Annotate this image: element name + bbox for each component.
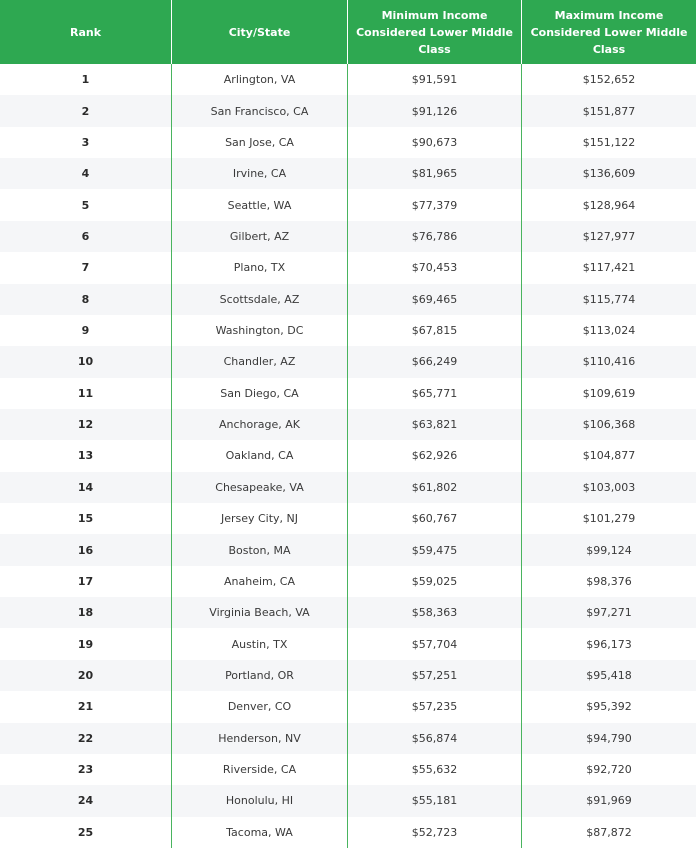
cell-minimum-income: $61,802 bbox=[348, 472, 522, 503]
cell-city-state: Tacoma, WA bbox=[172, 817, 348, 848]
cell-maximum-income: $103,003 bbox=[582, 480, 636, 494]
table-row bbox=[0, 221, 696, 252]
cell-city-state: Scottsdale, AZ bbox=[172, 284, 348, 315]
cell-city-state: San Francisco, CA bbox=[172, 95, 348, 126]
cell-maximum-income: $117,421 bbox=[582, 261, 636, 275]
cell-maximum-income: $128,964 bbox=[582, 198, 636, 212]
cell-rank: 5 bbox=[0, 189, 172, 220]
cell-minimum-income: $55,181 bbox=[348, 785, 522, 816]
cell-minimum-income: $57,235 bbox=[348, 691, 522, 722]
cell-minimum-income: $63,821 bbox=[348, 409, 522, 440]
cell-city-state: Portland, OR bbox=[172, 660, 348, 691]
cell-maximum-income: $152,652 bbox=[582, 73, 636, 87]
table-row bbox=[0, 378, 696, 409]
cell-rank: 19 bbox=[0, 628, 172, 659]
table-row bbox=[0, 628, 696, 659]
cell-maximum-income: $99,124 bbox=[586, 543, 632, 557]
cell-rank: 16 bbox=[0, 534, 172, 565]
cell-maximum-income: $106,368 bbox=[582, 418, 636, 432]
cell-minimum-income: $69,465 bbox=[348, 284, 522, 315]
cell-city-state: Chesapeake, VA bbox=[172, 472, 348, 503]
table-row bbox=[0, 158, 696, 189]
cell-city-state: Anaheim, CA bbox=[172, 566, 348, 597]
cell-minimum-income: $66,249 bbox=[348, 346, 522, 377]
cell-maximum-income: $95,418 bbox=[586, 669, 632, 682]
cell-rank: 24 bbox=[0, 785, 172, 816]
cell-city-state: Riverside, CA bbox=[172, 754, 348, 785]
cell-maximum-income: $136,609 bbox=[582, 167, 636, 181]
cell-minimum-income: $76,786 bbox=[348, 221, 522, 252]
cell-city-state: Gilbert, AZ bbox=[172, 221, 348, 252]
cell-minimum-income: $67,815 bbox=[348, 315, 522, 346]
cell-minimum-income: $57,251 bbox=[348, 660, 522, 691]
cell-maximum-income: $104,877 bbox=[582, 449, 636, 463]
cell-minimum-income: $57,704 bbox=[348, 628, 522, 659]
cell-maximum-income: $113,024 bbox=[582, 324, 636, 338]
cell-city-state: Seattle, WA bbox=[172, 189, 348, 220]
cell-minimum-income: $59,025 bbox=[348, 566, 522, 597]
table-row bbox=[0, 503, 696, 534]
cell-rank: 18 bbox=[0, 597, 172, 628]
cell-rank: 4 bbox=[0, 158, 172, 189]
cell-maximum-income: $95,392 bbox=[586, 700, 632, 714]
cell-rank: 1 bbox=[0, 64, 172, 95]
cell-minimum-income: $59,475 bbox=[348, 534, 522, 565]
cell-city-state: Oakland, CA bbox=[172, 440, 348, 471]
cell-city-state: Chandler, AZ bbox=[172, 346, 348, 377]
cell-minimum-income: $56,874 bbox=[348, 723, 522, 754]
cell-city-state: Washington, DC bbox=[172, 315, 348, 346]
cell-city-state: Anchorage, AK bbox=[172, 409, 348, 440]
cell-city-state: San Jose, CA bbox=[172, 127, 348, 158]
cell-minimum-income: $77,379 bbox=[348, 189, 522, 220]
cell-city-state: Henderson, NV bbox=[172, 723, 348, 754]
cell-maximum-income: $91,969 bbox=[586, 794, 632, 808]
table-row bbox=[0, 95, 696, 126]
table-header bbox=[0, 0, 696, 64]
cell-rank: 3 bbox=[0, 127, 172, 158]
cell-city-state: Boston, MA bbox=[172, 534, 348, 565]
cell-maximum-income: $109,619 bbox=[582, 386, 636, 400]
table-row bbox=[0, 189, 696, 220]
cell-minimum-income: $52,723 bbox=[348, 817, 522, 848]
cell-rank: 12 bbox=[0, 409, 172, 440]
cell-minimum-income: $65,771 bbox=[348, 378, 522, 409]
table-body bbox=[0, 64, 696, 848]
table-row bbox=[0, 691, 696, 722]
table-row bbox=[0, 64, 696, 95]
cell-city-state: Arlington, VA bbox=[172, 64, 348, 95]
table-row bbox=[0, 346, 696, 377]
header-minimum-income[interactable]: Minimum Income Considered Lower Middle Class bbox=[348, 0, 522, 64]
cell-maximum-income: $101,279 bbox=[582, 512, 636, 526]
table-row bbox=[0, 723, 696, 754]
cell-rank: 25 bbox=[0, 817, 172, 848]
cell-rank: 22 bbox=[0, 723, 172, 754]
cell-maximum-income: $151,122 bbox=[582, 135, 636, 149]
table-row bbox=[0, 597, 696, 628]
table-row bbox=[0, 284, 696, 315]
cell-rank: 8 bbox=[0, 284, 172, 315]
cell-minimum-income: $91,126 bbox=[348, 95, 522, 126]
cell-maximum-income: $115,774 bbox=[582, 292, 636, 306]
cell-city-state: Irvine, CA bbox=[172, 158, 348, 189]
cell-maximum-income: $92,720 bbox=[586, 763, 632, 777]
cell-minimum-income: $90,673 bbox=[348, 127, 522, 158]
cell-rank: 20 bbox=[0, 660, 172, 691]
cell-maximum-income: $96,173 bbox=[586, 637, 632, 651]
cell-city-state: Virginia Beach, VA bbox=[172, 597, 348, 628]
cell-city-state: Austin, TX bbox=[172, 628, 348, 659]
table-row bbox=[0, 315, 696, 346]
cell-rank: 23 bbox=[0, 754, 172, 785]
table-row bbox=[0, 817, 696, 848]
cell-minimum-income: $60,767 bbox=[348, 503, 522, 534]
cell-rank: 2 bbox=[0, 95, 172, 126]
cell-maximum-income: $97,271 bbox=[586, 606, 632, 620]
cell-minimum-income: $62,926 bbox=[348, 440, 522, 471]
cell-rank: 10 bbox=[0, 346, 172, 377]
table-row bbox=[0, 440, 696, 471]
table-row bbox=[0, 127, 696, 158]
cell-maximum-income: $94,790 bbox=[586, 731, 632, 745]
cell-minimum-income: $81,965 bbox=[348, 158, 522, 189]
cell-maximum-income: $151,877 bbox=[582, 104, 636, 118]
header-city-state[interactable]: City/State bbox=[172, 0, 348, 64]
cell-rank: 21 bbox=[0, 691, 172, 722]
cell-rank: 7 bbox=[0, 252, 172, 283]
cell-city-state: Denver, CO bbox=[172, 691, 348, 722]
cell-minimum-income: $58,363 bbox=[348, 597, 522, 628]
cell-maximum-income: $127,977 bbox=[582, 229, 636, 243]
table-row bbox=[0, 472, 696, 503]
table-row bbox=[0, 409, 696, 440]
cell-minimum-income: $55,632 bbox=[348, 754, 522, 785]
cell-rank: 15 bbox=[0, 503, 172, 534]
cell-city-state: Jersey City, NJ bbox=[172, 503, 348, 534]
cell-rank: 14 bbox=[0, 472, 172, 503]
cell-city-state: San Diego, CA bbox=[172, 378, 348, 409]
cell-rank: 17 bbox=[0, 566, 172, 597]
cell-minimum-income: $91,591 bbox=[348, 64, 522, 95]
cell-minimum-income: $70,453 bbox=[348, 252, 522, 283]
cell-rank: 11 bbox=[0, 378, 172, 409]
table-row bbox=[0, 785, 696, 816]
table-row bbox=[0, 566, 696, 597]
table-row bbox=[0, 754, 696, 785]
cell-city-state: Honolulu, HI bbox=[172, 785, 348, 816]
cell-rank: 9 bbox=[0, 315, 172, 346]
cell-rank: 13 bbox=[0, 440, 172, 471]
header-maximum-income[interactable]: Maximum Income Considered Lower Middle Class bbox=[530, 8, 688, 56]
header-rank[interactable]: Rank bbox=[0, 0, 172, 64]
table-row bbox=[0, 660, 696, 691]
table-row bbox=[0, 252, 696, 283]
table-row bbox=[0, 534, 696, 565]
cell-maximum-income: $87,872 bbox=[586, 825, 632, 839]
cell-maximum-income: $98,376 bbox=[586, 574, 632, 588]
cell-maximum-income: $110,416 bbox=[582, 355, 636, 369]
cell-rank: 6 bbox=[0, 221, 172, 252]
cell-city-state: Plano, TX bbox=[172, 252, 348, 283]
